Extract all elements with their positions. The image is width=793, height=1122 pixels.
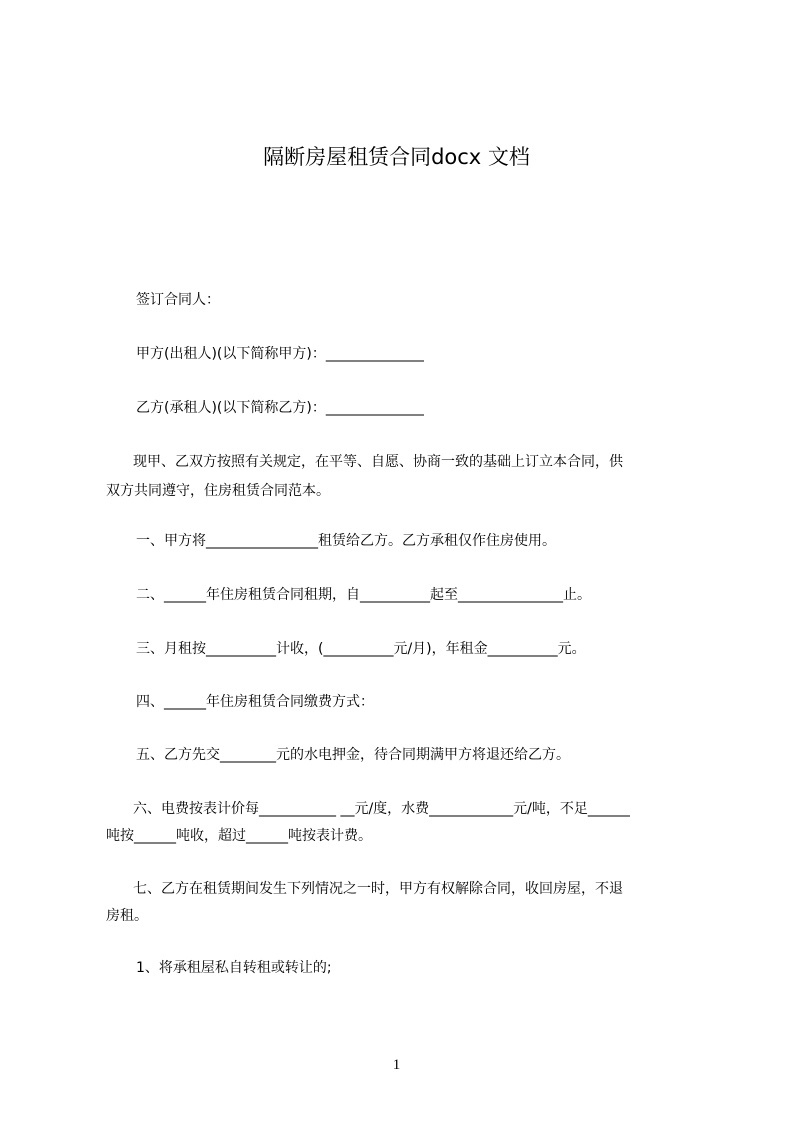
text-line-signatories: 签订合同人： <box>136 292 220 308</box>
document-title: 隔断房屋租赁合同docx 文档 <box>263 145 530 169</box>
page-number: 1 <box>392 1057 401 1073</box>
text-line-intro-1: 现甲、乙双方按照有关规定，在平等、自愿、协商一致的基础上订立本合同，供 <box>133 454 623 470</box>
text-line-intro-2: 双方共同遵守，住房租赁合同范本。 <box>106 483 330 499</box>
text-line-party-b: 乙方(承租人)(以下简称乙方)：______________ <box>136 400 424 416</box>
text-line-clause-5: 五、乙方先交________元的水电押金，待合同期满甲方将退还给乙方。 <box>136 747 570 763</box>
text-line-clause-6-2: 吨按______吨收，超过______吨按表计费。 <box>106 828 372 844</box>
text-line-clause-7-1: 七、乙方在租赁期间发生下列情况之一时，甲方有权解除合同，收回房屋，不退 <box>133 881 623 897</box>
text-line-clause-1: 一、甲方将________________租赁给乙方。乙方承租仅作住房使用。 <box>136 533 556 549</box>
text-line-party-a: 甲方(出租人)(以下简称甲方)：______________ <box>136 346 424 362</box>
text-line-clause-2: 二、______年住房租赁合同租期，自__________起至_______________止。 <box>136 587 591 603</box>
text-line-clause-6-1: 六、电费按表计价每___________ __元/度，水费____________元/吨，不足______ <box>133 801 630 817</box>
text-line-clause-7-2: 房租。 <box>106 908 148 924</box>
text-line-item-1: 1、将承租屋私自转租或转让的; <box>136 960 332 976</box>
text-line-clause-3: 三、月租按__________计收，(__________元/月)，年租金__________元。 <box>136 641 586 657</box>
text-line-clause-4: 四、______年住房租赁合同缴费方式： <box>136 694 374 710</box>
